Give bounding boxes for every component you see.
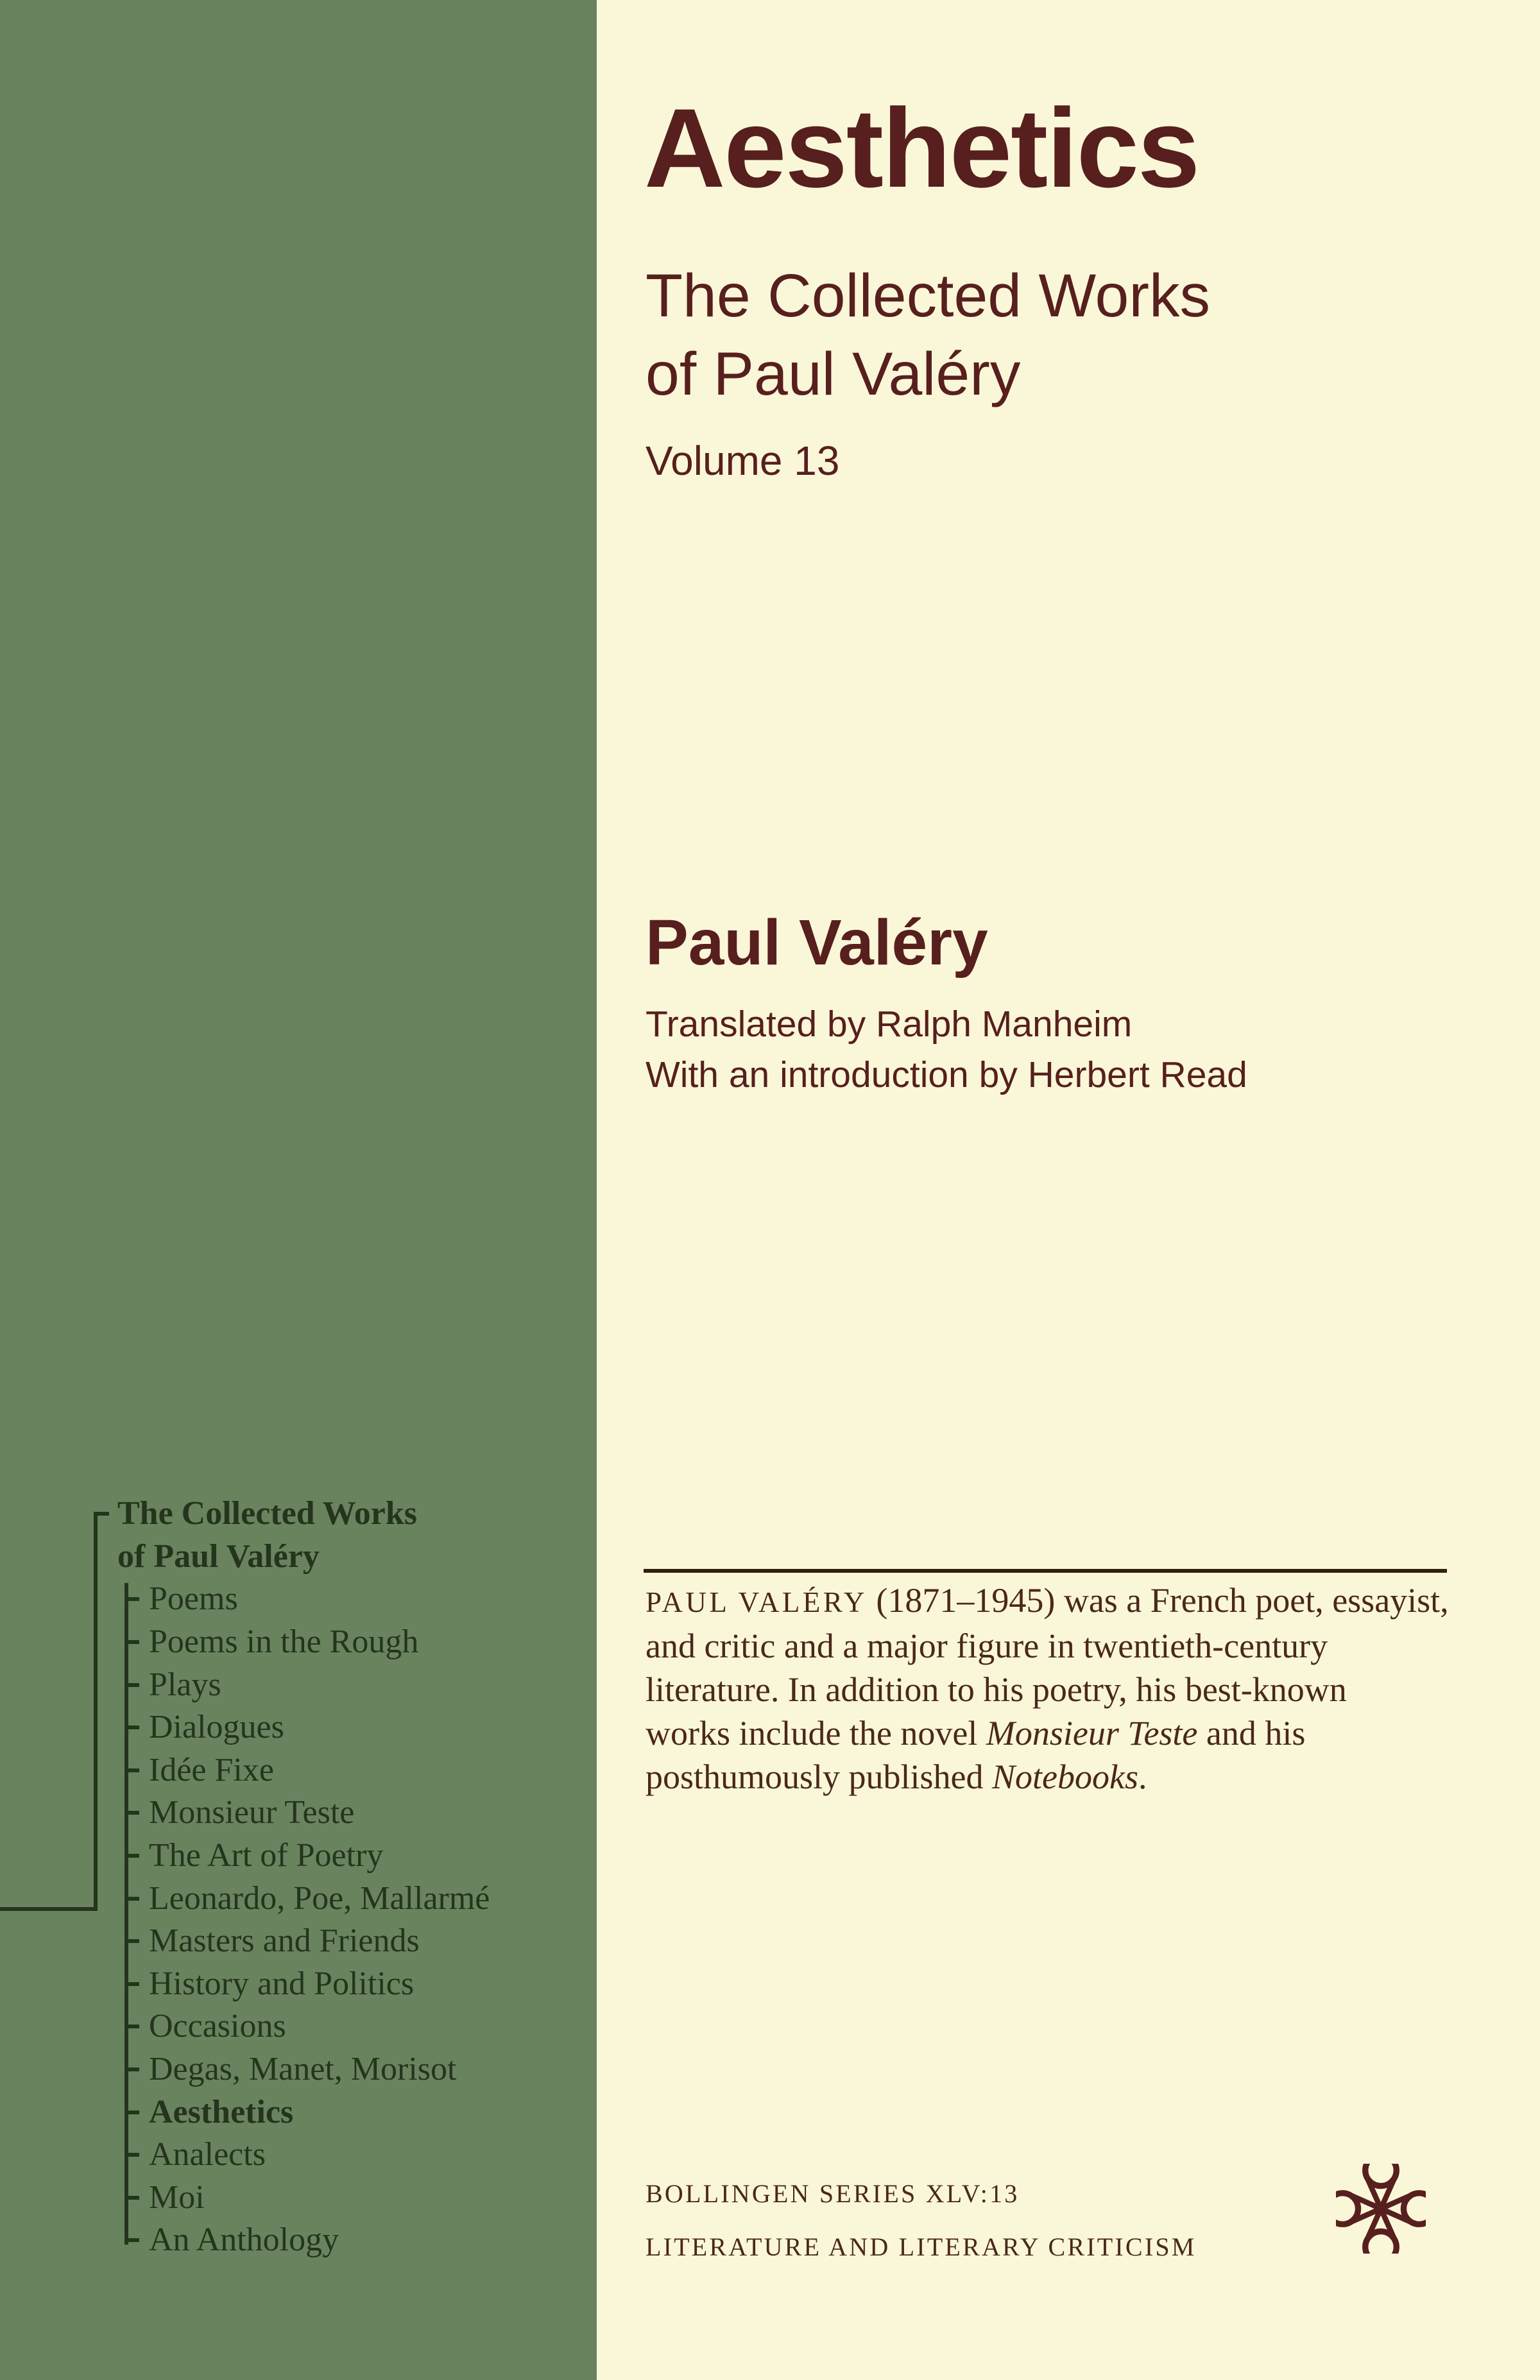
toc-item-label: Analects (149, 2136, 266, 2173)
subtitle-line-2: of Paul Valéry (646, 340, 1021, 408)
toc-item-label: Leonardo, Poe, Mallarmé (149, 1879, 490, 1917)
toc-item-label: Degas, Manet, Morisot (149, 2051, 457, 2088)
toc-item-label: The Art of Poetry (149, 1837, 384, 1874)
tree-dash-icon (124, 2025, 139, 2028)
book-subtitle (646, 257, 1210, 413)
toc-item-history-and-politics (94, 1963, 490, 2006)
bio-line: PAUL VALÉRY (1871–1945) was a French poet, essayist, (646, 1581, 1449, 1620)
toc-item-monsieur-teste (94, 1792, 490, 1835)
list-header-line-2: of Paul Valéry (117, 1537, 320, 1575)
tree-dash-icon (124, 2153, 139, 2157)
tree-dash-icon (124, 1811, 139, 1815)
tree-dash-icon (124, 1982, 139, 1986)
toc-item-occasions (94, 2005, 490, 2048)
bio-line: posthumously published Notebooks. (646, 1758, 1147, 1796)
toc-item-poems-in-the-rough (94, 1621, 490, 1664)
series-line-bollingen: BOLLINGEN SERIES XLV:13 (646, 2179, 1020, 2208)
bio-line: and critic and a major figure in twentieth-century (646, 1627, 1328, 1665)
toc-item-label: Occasions (149, 2008, 286, 2045)
toc-item-moi (94, 2177, 490, 2220)
bio-divider-rule (644, 1569, 1447, 1573)
toc-item-aesthetics (94, 2091, 490, 2134)
bio-line: literature. In addition to his poetry, his best-known (646, 1670, 1347, 1709)
tree-dash-icon (124, 2238, 139, 2242)
subtitle-line-1: The Collected Works (646, 262, 1210, 330)
toc-item-label: Dialogues (149, 1709, 284, 1746)
introduction-credit: With an introduction by Herbert Read (646, 1054, 1247, 1095)
toc-bracket-left-arm (0, 1907, 98, 1911)
author-bio-paragraph (646, 1579, 1480, 1799)
toc-item-label: Plays (149, 1666, 221, 1703)
toc-item-dialogues (94, 1706, 490, 1749)
toc-item-label: Monsieur Teste (149, 1794, 355, 1831)
toc-item-label: History and Politics (149, 1965, 415, 2002)
toc-item-label: Poems (149, 1580, 238, 1618)
toc-item-analects (94, 2134, 490, 2177)
collected-works-list (94, 1493, 490, 2262)
series-imprint (646, 2167, 1197, 2273)
collected-works-list-header (94, 1493, 490, 1578)
volume-number: Volume 13 (646, 438, 840, 484)
toc-item-label: Masters and Friends (149, 1922, 420, 1960)
bollingen-logo-icon (1336, 2164, 1426, 2254)
tree-dash-icon (124, 1725, 139, 1729)
toc-item-plays (94, 1663, 490, 1706)
toc-item-degas-manet-morisot (94, 2048, 490, 2091)
list-header-line-1: The Collected Works (117, 1495, 418, 1532)
bio-line: works include the novel Monsieur Teste and his (646, 1714, 1306, 1752)
toc-item-label: Poems in the Rough (149, 1623, 419, 1661)
tree-dash-icon (124, 2068, 139, 2071)
collected-works-items (94, 1578, 490, 2262)
tree-dash-icon (124, 2196, 139, 2200)
tree-dash-icon (124, 1939, 139, 1943)
book-title: Aesthetics (644, 86, 1199, 211)
toc-item-masters-and-friends (94, 1920, 490, 1963)
tree-dash-icon (124, 2110, 139, 2114)
author-name: Paul Valéry (646, 907, 988, 979)
credits-block (646, 999, 1247, 1100)
toc-item-label: Moi (149, 2179, 205, 2216)
translator-credit: Translated by Ralph Manheim (646, 1004, 1133, 1045)
toc-item-the-art-of-poetry (94, 1835, 490, 1878)
tree-dash-icon (124, 1768, 139, 1772)
series-line-category: LITERATURE AND LITERARY CRITICISM (646, 2232, 1197, 2261)
tree-dash-icon (124, 1683, 139, 1687)
tree-dash-icon (124, 1597, 139, 1601)
toc-item-label: An Anthology (149, 2222, 339, 2259)
toc-item-poems (94, 1578, 490, 1621)
toc-item-id-e-fixe (94, 1749, 490, 1792)
tree-dash-icon (124, 1854, 139, 1858)
toc-item-label: Aesthetics (149, 2093, 294, 2130)
tree-dash-icon (124, 1640, 139, 1644)
tree-dash-icon (124, 1897, 139, 1901)
toc-item-leonardo-poe-mallarm- (94, 1877, 490, 1920)
toc-item-label: Idée Fixe (149, 1751, 274, 1788)
toc-item-an-anthology (94, 2219, 490, 2262)
